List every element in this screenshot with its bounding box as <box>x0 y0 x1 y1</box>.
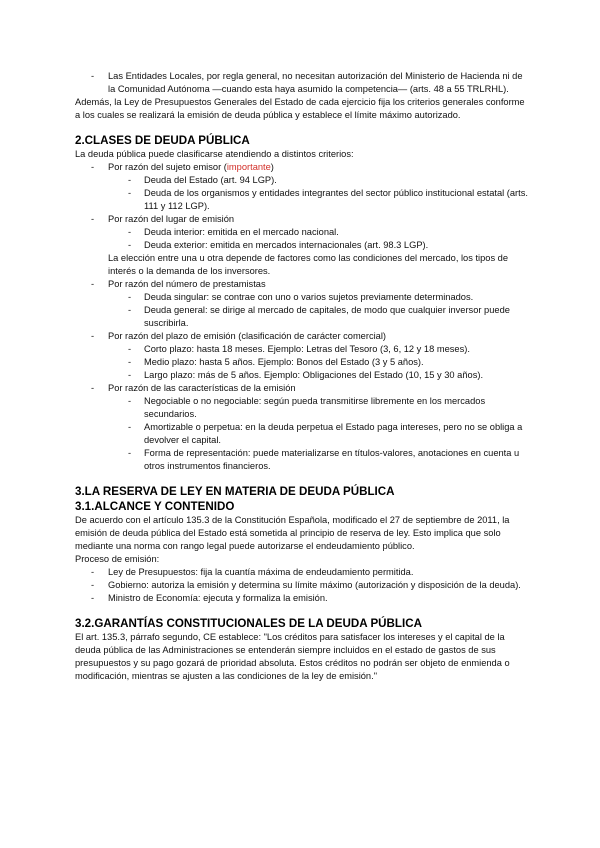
list-item-entidades-locales <box>75 70 528 96</box>
dash-bullet: - <box>91 279 95 289</box>
dash-bullet: - <box>91 383 95 393</box>
criterion-lugar <box>75 213 528 226</box>
sub-item: - Deuda general: se dirige al mercado de capitales, de modo que cualquier inversor puede suscribirla. <box>128 305 510 328</box>
criterion-label: Por razón del número de prestamistas <box>108 279 266 289</box>
section-3-paragraph: De acuerdo con el artículo 135.3 de la Constitución Española, modificado el 27 de septiembre de 2011, la emisión de deuda pública del Estado está sometida al principio de reserva de ley. Esto implica que solo mediante una norma con rango legal puede autorizarse el endeudamiento público. <box>75 515 510 551</box>
intro-paragraph: Además, la Ley de Presupuestos Generales del Estado de cada ejercicio fija los criterios generales conforme a los cuales se realizará la emisión de deuda pública y establece el límite máximo autorizado. <box>75 97 525 120</box>
sub-item: - Forma de representación: puede materializarse en títulos-valores, anotaciones en cuenta u otros instrumentos financieros. <box>128 448 520 471</box>
dash-bullet: - <box>91 331 95 341</box>
criterion-label: Por razón de las características de la emisión <box>108 383 296 393</box>
criterion-label: Por razón del lugar de emisión <box>108 214 235 224</box>
sub-item: - Deuda del Estado (art. 94 LGP). <box>128 175 277 185</box>
sub-item: - Deuda singular: se contrae con uno o varios sujetos previamente determinados. <box>128 292 474 302</box>
process-item: - Ministro de Economía: ejecuta y formaliza la emisión. <box>91 593 328 603</box>
process-label: Proceso de emisión: <box>75 554 160 564</box>
sub-item: - Deuda de los organismos y entidades integrantes del sector público institucional estatal (arts. 111 y 112 LGP). <box>128 188 528 211</box>
sub-item: - Medio plazo: hasta 5 años. Ejemplo: Bonos del Estado (3 y 5 años). <box>128 357 424 367</box>
criterion-emisor <box>75 161 528 174</box>
sub-item: - Largo plazo: más de 5 años. Ejemplo: Obligaciones del Estado (10, 15 y 30 años). <box>128 370 484 380</box>
process-item: - Gobierno: autoriza la emisión y determina su límite máximo (autorización y disposición de la deuda). <box>91 580 521 590</box>
section-2-heading: 2.CLASES DE DEUDA PÚBLICA <box>75 134 250 147</box>
section-3-2-paragraph: El art. 135.3, párrafo segundo, CE establece: "Los créditos para satisfacer los intereses y el capital de la deuda pública de las Administraciones se entenderán siempre incluidos en el estado de gastos de sus presupuestos y su pago gozará de prioridad absoluta. Estos créditos no podrán ser objeto de enmienda o modificación, mientras se ajusten a las condiciones de la ley de emisión." <box>75 632 510 681</box>
sub-item: - Deuda interior: emitida en el mercado nacional. <box>128 227 339 237</box>
criterion-label: Por razón del sujeto emisor (importante) <box>108 162 274 172</box>
section-3-heading: 3.LA RESERVA DE LEY EN MATERIA DE DEUDA PÚBLICA <box>75 485 395 498</box>
section-2-intro: La deuda pública puede clasificarse atendiendo a distintos criterios: <box>75 149 354 159</box>
highlight-importante: importante <box>226 162 271 172</box>
process-item: - Ley de Presupuestos: fija la cuantía máxima de endeudamiento permitida. <box>91 567 414 577</box>
criterion-label: Por razón del plazo de emisión (clasificación de carácter comercial) <box>108 331 386 341</box>
sub-item: - Negociable o no negociable: según pueda transmitirse libremente en los mercados secundarios. <box>128 396 486 419</box>
lugar-note: La elección entre una u otra depende de factores como las condiciones del mercado, los tipos de interés o la demanda de los inversores. <box>108 253 509 276</box>
criterion-caracteristicas <box>75 382 528 395</box>
sub-item: - Corto plazo: hasta 18 meses. Ejemplo: Letras del Tesoro (3, 6, 12 y 18 meses). <box>128 344 470 354</box>
section-3-1-heading: 3.1.ALCANCE Y CONTENIDO <box>75 500 235 513</box>
criterion-prestamistas <box>75 278 528 291</box>
criterion-plazo <box>75 330 528 343</box>
sub-item: - Amortizable o perpetua: en la deuda perpetua el Estado paga intereses, pero no se obliga a devolver el capital. <box>128 422 523 445</box>
section-3-2-heading: 3.2.GARANTÍAS CONSTITUCIONALES DE LA DEUDA PÚBLICA <box>75 617 422 630</box>
dash-bullet: - <box>91 71 95 81</box>
list-item-text: Las Entidades Locales, por regla general, no necesitan autorización del Ministerio de Hacienda ni de la Comunidad Autónoma —cuando esta haya asumido la competencia— (arts. 48 a 55 TRLRHL). <box>108 71 523 94</box>
dash-bullet: - <box>91 162 95 172</box>
sub-item: - Deuda exterior: emitida en mercados internacionales (art. 98.3 LGP). <box>128 240 429 250</box>
dash-bullet: - <box>91 214 95 224</box>
